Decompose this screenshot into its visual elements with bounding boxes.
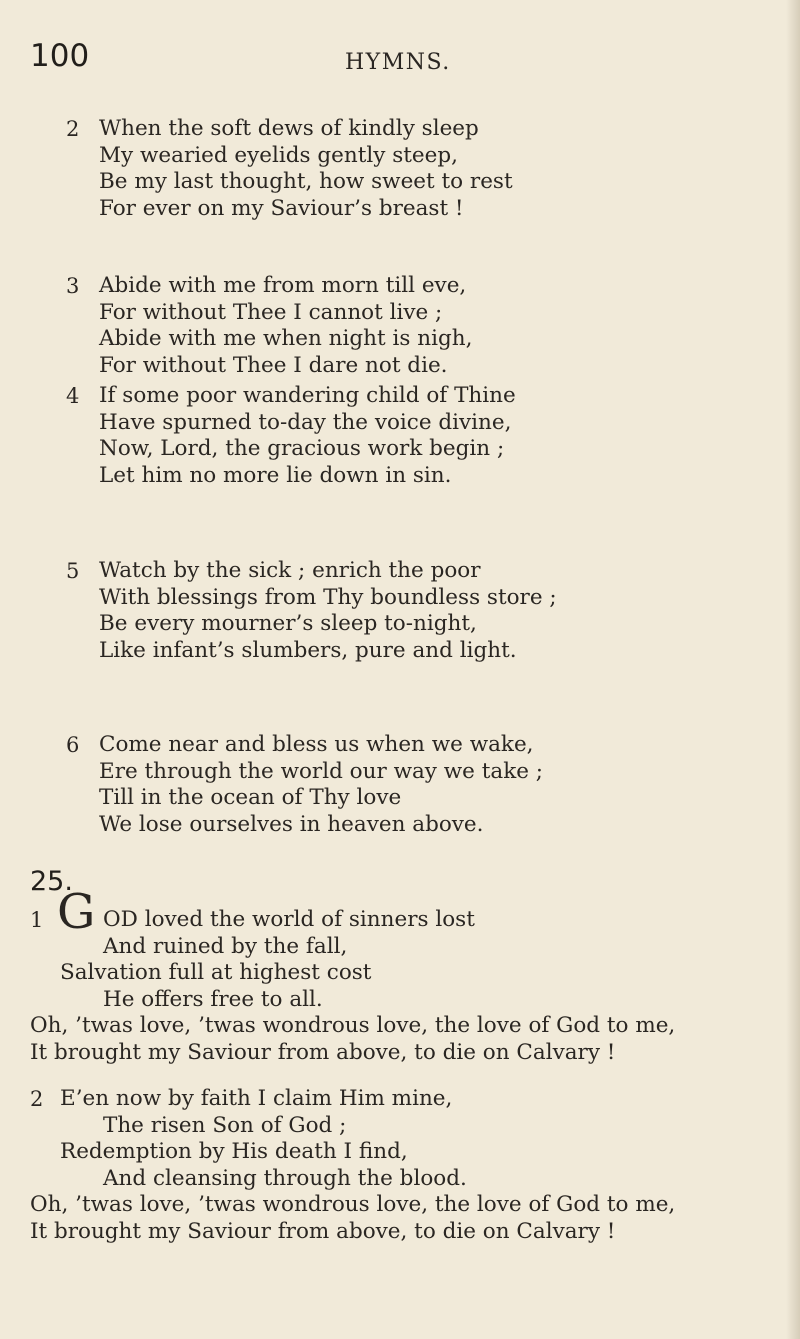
verse: [60, 960, 371, 1013]
verse: [99, 116, 513, 222]
verse-number: 4: [66, 384, 80, 408]
verse-line: My wearied eyelids gently steep,: [99, 142, 458, 168]
chorus-line: Oh, ’twas love, ’twas wondrous love, the love of God to me,: [30, 1192, 676, 1217]
verse-line: Come near and bless us when we wake,: [99, 732, 534, 757]
drop-cap: G: [57, 884, 96, 940]
chorus-line: It brought my Saviour from above, to die on Calvary !: [30, 1218, 616, 1244]
verse-number: 2: [30, 1087, 44, 1111]
verse-line: Abide with me from morn till eve,: [99, 273, 467, 298]
chorus-line: Oh, ’twas love, ’twas wondrous love, the love of God to me,: [30, 1013, 676, 1038]
verse-number: 5: [66, 559, 80, 583]
verse-line: Let him no more lie down in sin.: [99, 462, 452, 488]
verse-line: We lose ourselves in heaven above.: [99, 811, 484, 837]
verse-line: With blessings from Thy boundless store ;: [99, 584, 557, 610]
verse-line: OD loved the world of sinners lost: [103, 907, 475, 932]
chorus: [30, 1013, 675, 1066]
verse-number: 6: [66, 733, 80, 757]
verse-line: When the soft dews of kindly sleep: [99, 116, 479, 141]
verse: [99, 383, 516, 489]
verse-line: For without Thee I cannot live ;: [99, 299, 443, 325]
verse: [60, 1086, 467, 1192]
chorus-line: It brought my Saviour from above, to die on Calvary !: [30, 1039, 616, 1065]
verse-line: Now, Lord, the gracious work begin ;: [99, 436, 505, 461]
running-title: HYMNS.: [345, 50, 451, 75]
verse-line: E’en now by faith I claim Him mine,: [60, 1086, 453, 1111]
verse-line: Like infant’s slumbers, pure and light.: [99, 637, 517, 663]
verse: [99, 273, 472, 379]
verse-line: For ever on my Saviour’s breast !: [99, 195, 464, 221]
verse-number: 1: [30, 908, 44, 932]
verse-line: Have spurned to-day the voice divine,: [99, 409, 512, 435]
verse-line: If some poor wandering child of Thine: [99, 383, 516, 408]
verse-number: 3: [66, 274, 80, 298]
hymn-number: 25.: [30, 866, 73, 897]
verse-line: And cleansing through the blood.: [103, 1165, 467, 1191]
verse-line: And ruined by the fall,: [103, 933, 348, 959]
verse-line: Salvation full at highest cost: [60, 960, 372, 985]
verse-line: Abide with me when night is nigh,: [99, 326, 473, 351]
verse-line: For without Thee I dare not die.: [99, 352, 448, 378]
verse-line: Till in the ocean of Thy love: [99, 785, 402, 810]
verse-line: Be my last thought, how sweet to rest: [99, 169, 513, 194]
verse-line: Ere through the world our way we take ;: [99, 758, 544, 784]
verse: [103, 907, 475, 960]
chorus: [30, 1192, 675, 1245]
page-edge-shadow: [786, 0, 800, 1339]
verse-line: Watch by the sick ; enrich the poor: [99, 558, 481, 583]
verse-line: Redemption by His death I find,: [60, 1139, 408, 1164]
verse: [99, 732, 543, 838]
verse-line: Be every mourner’s sleep to-night,: [99, 611, 477, 636]
verse: [99, 558, 557, 664]
verse-number: 2: [66, 117, 80, 141]
verse-line: He offers free to all.: [103, 986, 323, 1012]
verse-line: The risen Son of God ;: [103, 1112, 347, 1138]
page-number: 100: [30, 38, 90, 74]
